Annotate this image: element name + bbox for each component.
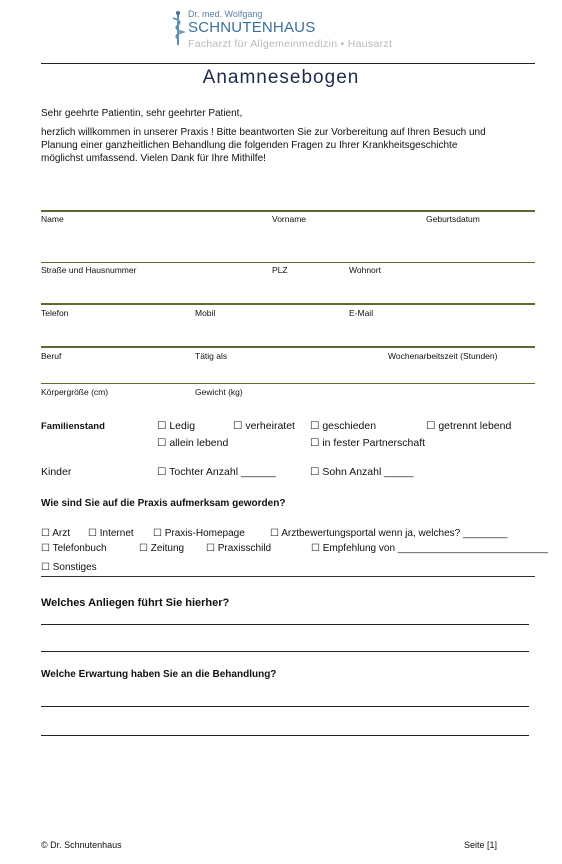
checkbox-icon: ☐ — [153, 528, 162, 539]
checkbox-icon: ☐ — [270, 528, 279, 539]
homepage-checkbox[interactable]: ☐ Praxis-Homepage — [153, 528, 245, 539]
checkbox-icon: ☐ — [139, 543, 148, 554]
zeitung-checkbox[interactable]: ☐ Zeitung — [139, 543, 185, 554]
footer-copyright: © Dr. Schnutenhaus — [41, 840, 122, 850]
checkbox-icon: ☐ — [426, 420, 436, 432]
geschieden-checkbox[interactable]: ☐ geschieden — [310, 420, 377, 432]
allein-lebend-checkbox[interactable]: ☐ allein lebend — [157, 437, 229, 449]
checkbox-icon: ☐ — [233, 420, 243, 432]
checkbox-icon: ☐ — [311, 543, 320, 554]
intro-line: herzlich willkommen in unserer Praxis ! Bitte beantworten Sie zur Vorbereitung auf Ihren Besuch und — [41, 127, 486, 138]
checkbox-icon: ☐ — [157, 420, 167, 432]
plz-field-label: PLZ — [272, 265, 288, 275]
getrennt-lebend-checkbox[interactable]: ☐ getrennt lebend — [426, 420, 512, 432]
kinder-label: Kinder — [41, 466, 72, 478]
wochenarbeitszeit-field-label: Wochenarbeitszeit (Stunden) — [388, 351, 498, 361]
checkbox-icon: ☐ — [206, 543, 215, 554]
familienstand-label: Familienstand — [41, 421, 105, 432]
name-field-label: Name — [41, 214, 64, 224]
section-divider — [41, 576, 535, 577]
geburtsdatum-field-label: Geburtsdatum — [426, 214, 480, 224]
email-field-label: E-Mail — [349, 308, 374, 318]
caduceus-logo-icon — [170, 10, 186, 46]
telefon-field-label: Telefon — [41, 308, 69, 318]
field-row-divider — [41, 210, 535, 212]
answer-line[interactable] — [41, 706, 529, 707]
field-row-divider — [41, 262, 535, 263]
logo-practice-name: SCHNUTENHAUS — [188, 19, 316, 36]
header-divider — [41, 63, 535, 64]
portal-checkbox[interactable]: ☐ Arztbewertungsportal wenn ja, welches? ________ — [270, 528, 508, 539]
mobil-field-label: Mobil — [195, 308, 216, 318]
answer-line[interactable] — [41, 735, 529, 736]
strasse-field-label: Straße und Hausnummer — [41, 265, 137, 275]
checkbox-icon: ☐ — [157, 466, 167, 478]
praxisschild-checkbox[interactable]: ☐ Praxisschild — [206, 543, 272, 554]
logo-subtitle: Facharzt für Allgemeinmedizin • Hausarzt — [188, 38, 393, 50]
field-row-divider — [41, 383, 535, 384]
koerpergroesse-field-label: Körpergröße (cm) — [41, 387, 109, 397]
page-title: Anamnesebogen — [202, 67, 360, 88]
verheiratet-checkbox[interactable]: ☐ verheiratet — [233, 420, 295, 432]
checkbox-icon: ☐ — [310, 420, 320, 432]
footer-page-number: Seite [1] — [464, 840, 498, 850]
ledig-checkbox[interactable]: ☐ Ledig — [157, 420, 196, 432]
tochter-checkbox[interactable]: ☐ Tochter Anzahl ______ — [157, 466, 276, 478]
checkbox-icon: ☐ — [41, 562, 50, 573]
intro-line: möglichst umfassend. Vielen Dank für Ihre Mithilfe! — [41, 153, 266, 164]
checkbox-icon: ☐ — [310, 466, 320, 478]
answer-line[interactable] — [41, 624, 529, 625]
sonstiges-checkbox[interactable]: ☐ Sonstiges — [41, 562, 97, 573]
gewicht-field-label: Gewicht (kg) — [195, 387, 243, 397]
sohn-checkbox[interactable]: ☐ Sohn Anzahl _____ — [310, 466, 414, 478]
vorname-field-label: Vorname — [272, 214, 307, 224]
checkbox-icon: ☐ — [41, 528, 50, 539]
greeting-text: Sehr geehrte Patientin, sehr geehrter Patient, — [41, 108, 243, 119]
praxis-question: Wie sind Sie auf die Praxis aufmerksam geworden? — [41, 498, 286, 509]
taetig-als-field-label: Tätig als — [195, 351, 228, 361]
erwartung-question: Welche Erwartung haben Sie an die Behandlung? — [41, 669, 277, 680]
checkbox-icon: ☐ — [41, 543, 50, 554]
checkbox-icon: ☐ — [88, 528, 97, 539]
anliegen-question: Welches Anliegen führt Sie hierher? — [41, 597, 230, 609]
logo-doctor-name: Dr. med. Wolfgang — [188, 9, 263, 19]
partnerschaft-checkbox[interactable]: ☐ in fester Partnerschaft — [310, 437, 426, 449]
intro-line: Planung einer ganzheitlichen Behandlung die folgenden Fragen zu Ihrer Krankheitsgeschichte — [41, 140, 458, 151]
telefonbuch-checkbox[interactable]: ☐ Telefonbuch — [41, 543, 107, 554]
checkbox-icon: ☐ — [157, 437, 167, 449]
answer-line[interactable] — [41, 651, 529, 652]
internet-checkbox[interactable]: ☐ Internet — [88, 528, 134, 539]
arzt-checkbox[interactable]: ☐ Arzt — [41, 528, 70, 539]
field-row-divider — [41, 303, 535, 305]
beruf-field-label: Beruf — [41, 351, 62, 361]
field-row-divider — [41, 346, 535, 348]
checkbox-icon: ☐ — [310, 437, 320, 449]
wohnort-field-label: Wohnort — [349, 265, 381, 275]
intro-paragraph — [41, 126, 534, 165]
empfehlung-checkbox[interactable]: ☐ Empfehlung von ___________________________ — [311, 543, 548, 554]
